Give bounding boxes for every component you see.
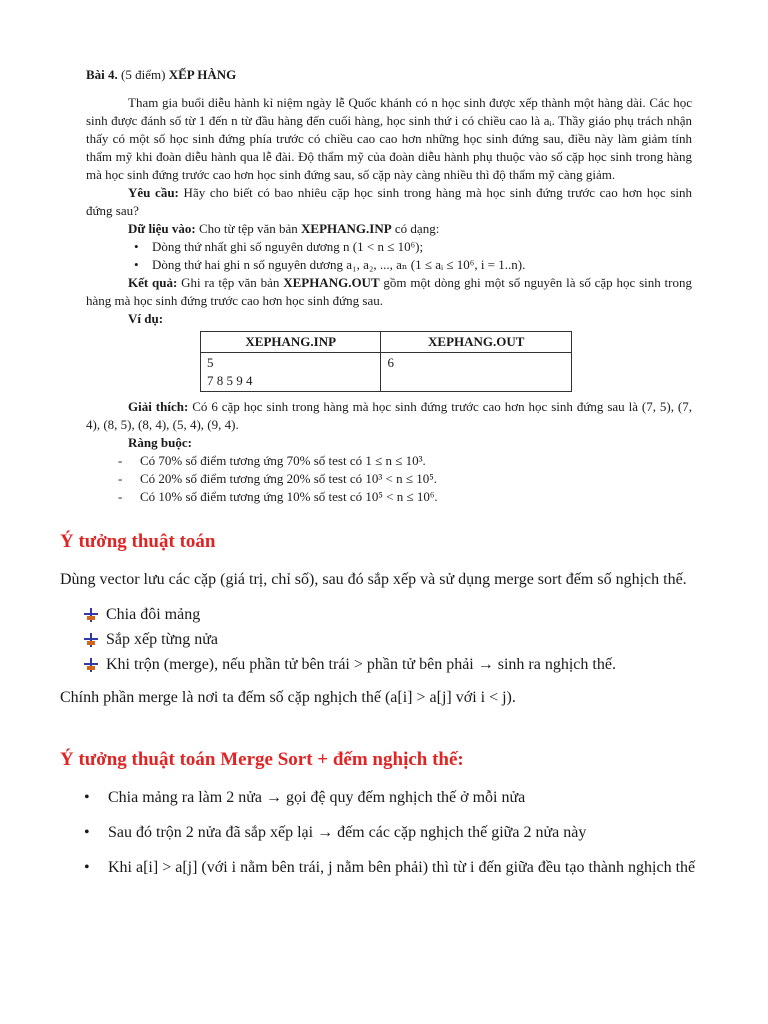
step-text: Chia đôi mảng: [106, 606, 201, 623]
list-item: - Có 20% số điểm tương ứng 20% số test có 10³ < n ≤ 10⁵.: [118, 470, 692, 488]
table-row: [201, 353, 572, 392]
merge-paragraph: Chính phần merge là nơi ta đếm số cặp nghịch thế (a[i] > a[j] với i < j).: [60, 689, 516, 706]
explanation-text: Có 6 cặp học sinh trong hàng mà học sinh đứng trước cao hơn học sinh đứng sau là (7, 5), (7, 4), (8, 5), (8, 4), (5, 4), (9, 4).: [86, 399, 692, 432]
output-label: Kết quả:: [128, 275, 178, 290]
explanation-label: Giải thích:: [128, 399, 189, 414]
input-description: [86, 220, 692, 238]
output-text-suffix: gồm một dòng ghi một số nguyên là số cặp học sinh trong hàng mà học sinh đứng trước cao hơn học sinh đứng sau.: [86, 275, 692, 308]
list-item: - Có 70% số điểm tương ứng 70% số test có 1 ≤ n ≤ 10³.: [118, 452, 692, 470]
table-header-input: XEPHANG.INP: [201, 332, 381, 353]
pointing-hand-icon: [84, 608, 98, 622]
section-heading-idea: Ý tưởng thuật toán: [60, 531, 216, 552]
input-file-name: XEPHANG.INP: [301, 221, 392, 236]
problem-points: (5 điểm): [121, 67, 166, 82]
table-header-row: [201, 332, 572, 353]
problem-heading: [86, 66, 692, 84]
list-item: [84, 627, 696, 652]
request-text: Hãy cho biết có bao nhiêu cặp học sinh trong hàng mà học sinh đứng trước cao hơn học sinh đứng sau?: [86, 185, 692, 218]
request-label: Yêu cầu:: [128, 185, 179, 200]
input-text-prefix: Cho từ tệp văn bản: [195, 221, 302, 236]
constraints-label: [86, 434, 692, 452]
idea-paragraph: Dùng vector lưu các cặp (giá trị, chỉ số), sau đó sắp xếp và sử dụng merge sort đếm số nghịch thế.: [60, 571, 687, 588]
list-item: • Khi a[i] > a[j] (với i nằm bên trái, j nằm bên phải) thì từ i đến giữa đều tạo thành nghịch thế: [60, 855, 696, 881]
list-item: • Dòng thứ nhất ghi số nguyên dương n (1 < n ≤ 10⁶);: [134, 238, 692, 256]
list-item: [84, 652, 696, 677]
example-table: [200, 331, 572, 392]
problem-title: XẾP HÀNG: [168, 67, 237, 82]
output-text-prefix: Ghi ra tệp văn bản: [177, 275, 284, 290]
merge-sort-points: [60, 785, 696, 881]
idea-section: [60, 567, 696, 711]
example-input-line: 5: [207, 355, 214, 370]
problem-intro: Tham gia buổi diễu hành kỉ niệm ngày lễ Quốc khánh có n học sinh được xếp thành một hàng dài. Các học sinh được đánh số từ 1 đến n từ đầu hàng đến cuối hàng, học sinh thứ i có chiều cao là aᵢ. Thầy giáo phụ trách nhận thấy có một số học sinh đứng phía trước có chiều cao cao hơn những học sinh đứng sau, điều này làm giảm tính thẩm mỹ khi đoàn diễu hành qua lễ đài. Độ thẩm mỹ của đoàn diễu hành phụ thuộc vào số cặp học sinh trong hàng mà học sinh đứng trước cao hơn học sinh đứng sau, số cặp này càng nhiều thì độ thẩm mỹ càng giảm.: [86, 95, 692, 182]
list-item: - Có 10% số điểm tương ứng 10% số test có 10⁵ < n ≤ 10⁶.: [118, 488, 692, 506]
pointing-hand-icon: [84, 633, 98, 647]
merge-sort-section: [60, 785, 696, 890]
steps-list: [60, 602, 696, 677]
input-text-suffix: có dạng:: [391, 221, 440, 236]
constraints-label-text: Ràng buộc:: [128, 435, 192, 450]
table-cell-input: [201, 353, 381, 392]
step-text: Sắp xếp từng nửa: [106, 631, 218, 648]
section-heading-merge-sort: Ý tưởng thuật toán Merge Sort + đếm nghịch thế:: [60, 749, 464, 770]
problem-statement: [86, 66, 692, 506]
output-description: [86, 274, 692, 310]
problem-number: Bài 4.: [86, 67, 118, 82]
table-cell-output: 6: [381, 353, 572, 392]
list-item: • Dòng thứ hai ghi n số nguyên dương a₁, a₂, ..., aₙ (1 ≤ aᵢ ≤ 10⁶, i = 1..n).: [134, 256, 692, 274]
explanation: [86, 398, 692, 434]
output-file-name: XEPHANG.OUT: [283, 275, 380, 290]
constraints-list: [86, 452, 692, 506]
problem-request: [86, 184, 692, 220]
example-label-text: Ví dụ:: [128, 311, 164, 326]
table-header-output: XEPHANG.OUT: [381, 332, 572, 353]
list-item: • Chia mảng ra làm 2 nửa → gọi đệ quy đếm nghịch thế ở mỗi nửa: [60, 785, 696, 811]
list-item: • Sau đó trộn 2 nửa đã sắp xếp lại → đếm các cặp nghịch thế giữa 2 nửa này: [60, 820, 696, 846]
list-item: [84, 602, 696, 627]
input-label: Dữ liệu vào:: [128, 221, 196, 236]
pointing-hand-icon: [84, 658, 98, 672]
example-input-line: 7 8 5 9 4: [207, 373, 253, 388]
input-format-list: [86, 238, 692, 274]
step-text: Khi trộn (merge), nếu phần tử bên trái > phần tử bên phải → sinh ra nghịch thế.: [106, 656, 616, 673]
example-label: [86, 310, 692, 328]
